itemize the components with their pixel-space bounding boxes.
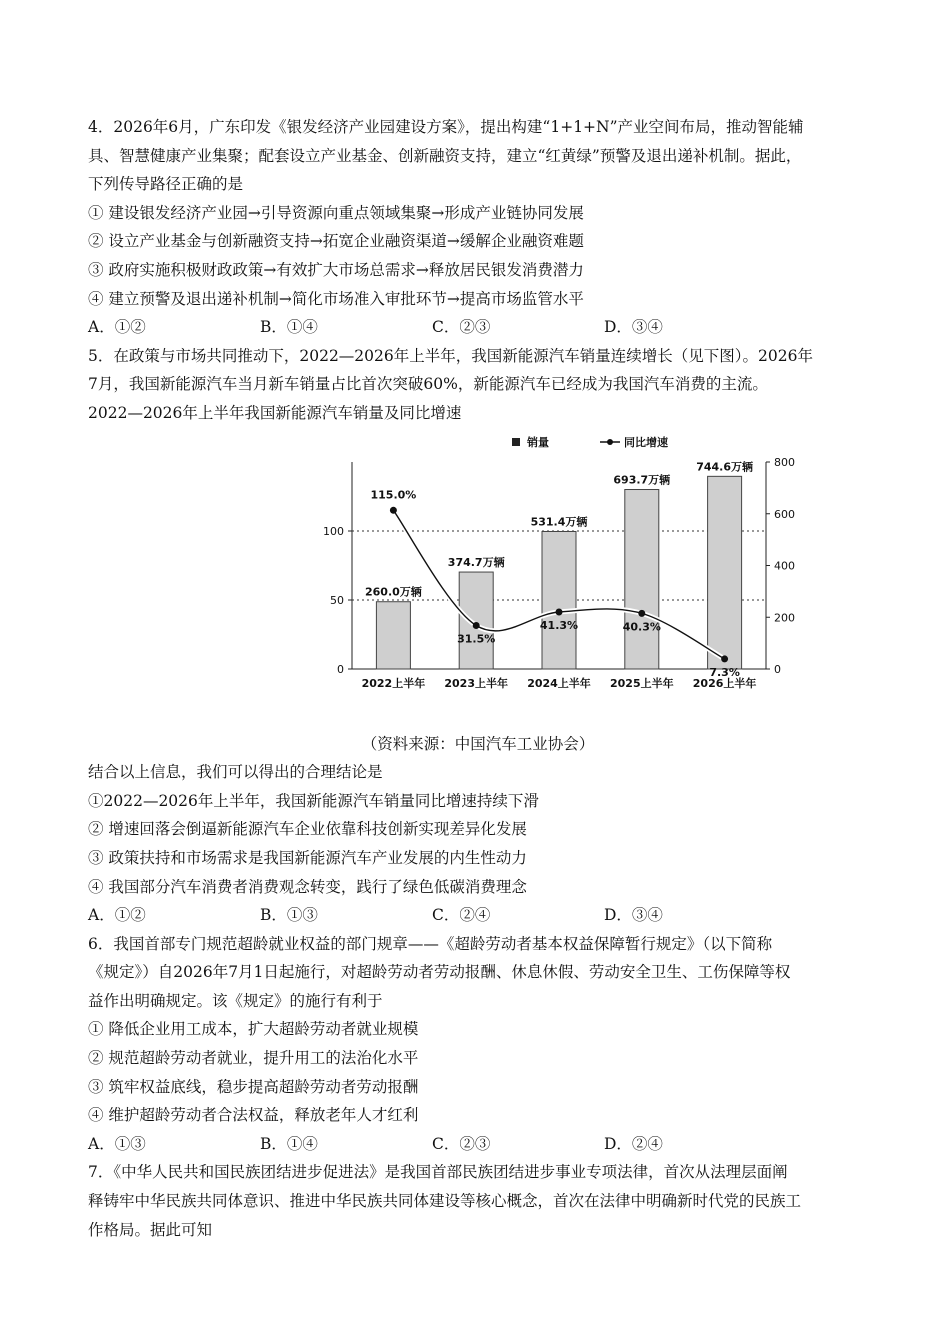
left-tick-label: 0 <box>337 662 344 676</box>
q5-item: ② 增速回落会倒逼新能源汽车企业依靠科技创新实现差异化发展 <box>88 820 527 839</box>
q4-stem-line: 具、智慧健康产业集聚；配套设立产业基金、创新融资支持，建立“红黄绿”预警及退出递补机制。据此， <box>88 146 802 165</box>
chart-source: （资料来源：中国汽车工业协会） <box>361 734 595 753</box>
document <box>88 113 868 1244</box>
chart-legend <box>512 435 668 449</box>
q6-stem-line: 益作出明确规定。该《规定》的施行有利于 <box>88 991 383 1010</box>
legend-bar-swatch <box>512 438 520 446</box>
q6-option-a: A．①③ <box>88 1134 146 1153</box>
right-tick-label: 200 <box>774 610 795 624</box>
growth-point <box>556 608 563 615</box>
question-4 <box>88 113 868 342</box>
q5-lead: 结合以上信息，我们可以得出的合理结论是 <box>88 763 383 782</box>
left-tick-label: 100 <box>323 524 344 538</box>
left-tick-label: 50 <box>330 593 344 607</box>
q6-item: ② 规范超龄劳动者就业，提升用工的法治化水平 <box>88 1049 419 1068</box>
q6-item: ① 降低企业用工成本，扩大超龄劳动者就业规模 <box>88 1020 419 1039</box>
q6-stem-line: 《规定》）自2026年7月1日起施行，对超龄劳动者劳动报酬、休息休假、劳动安全卫生、工伤保障等权 <box>88 963 791 982</box>
q4-stem-line: 4．2026年6月，广东印发《银发经济产业园建设方案》，提出构建“1+1+N”产业空间布局，推动智能辅 <box>88 118 804 136</box>
right-tick-label: 600 <box>774 507 795 521</box>
q5-option-b: B．①③ <box>260 906 318 925</box>
q5-option-d: D．③④ <box>604 906 663 925</box>
chart-caption: 2022—2026年上半年我国新能源汽车销量及同比增速 <box>88 403 462 422</box>
q4-item: ③ 政府实施积极财政政策→有效扩大市场总需求→释放居民银发消费潜力 <box>88 260 584 279</box>
q5-item: ④ 我国部分汽车消费者消费观念转变，践行了绿色低碳消费理念 <box>88 877 527 896</box>
sales-value-label: 693.7万辆 <box>613 473 671 487</box>
q7-stem-line: 释铸牢中华民族共同体意识、推进中华民族共同体建设等核心概念，首次在法律中明确新时代党的民族工 <box>88 1192 802 1211</box>
q4-option-d: D．③④ <box>604 318 663 337</box>
q5-stem-line: 5．在政策与市场共同推动下，2022—2026年上半年，我国新能源汽车销量连续增长（见下图）。2026年 <box>88 346 813 365</box>
sales-value-label: 744.6万辆 <box>696 459 753 473</box>
q4-option-c: C．②③ <box>432 318 491 337</box>
sales-value-label: 374.7万辆 <box>447 555 505 569</box>
q7-stem-line: 7．《中华人民共和国民族团结进步促进法》是我国首部民族团结进步事业专项法律，首次从法理层面阐 <box>88 1163 788 1182</box>
sales-bar <box>376 601 410 668</box>
growth-value-label: 41.3% <box>539 618 579 632</box>
chart-container <box>88 432 868 730</box>
growth-value-label: 31.5% <box>457 632 496 646</box>
sales-value-label: 260.0万辆 <box>365 585 422 599</box>
legend-line-marker <box>607 439 613 445</box>
sales-bar <box>622 489 661 668</box>
sales-bar <box>539 531 579 668</box>
category-label: 2023上半年 <box>444 676 509 690</box>
sales-bar <box>708 476 742 669</box>
category-label: 2026上半年 <box>692 676 757 690</box>
q5-option-a: A．①② <box>88 906 146 925</box>
question-7 <box>88 1158 868 1244</box>
q6-option-c: C．②③ <box>432 1134 491 1153</box>
category-label: 2022上半年 <box>361 676 426 690</box>
q6-item: ③ 筑牢权益底线，稳步提高超龄劳动者劳动报酬 <box>88 1077 419 1096</box>
q6-option-b: B．①④ <box>260 1134 318 1153</box>
legend-line-label: 同比增速 <box>624 435 668 449</box>
q5-item: ①2022—2026年上半年，我国新能源汽车销量同比增速持续下滑 <box>88 791 539 810</box>
sales-chart <box>226 432 795 722</box>
growth-value-label: 40.3% <box>622 619 661 633</box>
growth-value-label: 7.3% <box>709 665 740 679</box>
q5-stem-line: 7月，我国新能源汽车当月新车销量占比首次突破60%，新能源汽车已经成为我国汽车消费的主流。 <box>88 375 768 394</box>
q4-item: ① 建设银发经济产业园→引导资源向重点领域集聚→形成产业链协同发展 <box>88 203 584 222</box>
q5-item: ③ 政策扶持和市场需求是我国新能源汽车产业发展的内生性动力 <box>88 848 527 867</box>
q4-options <box>88 313 868 342</box>
q4-stem-line: 下列传导路径正确的是 <box>88 175 244 194</box>
right-tick-label: 0 <box>774 662 781 676</box>
q4-option-b: B．①④ <box>260 318 318 337</box>
q4-item: ④ 建立预警及退出递补机制→简化市场准入审批环节→提高市场监管水平 <box>88 289 584 308</box>
q4-item: ② 设立产业基金与创新融资支持→拓宽企业融资渠道→缓解企业融资难题 <box>88 232 584 251</box>
question-6 <box>88 930 868 1159</box>
q4-option-a: A．①② <box>88 318 146 337</box>
q6-option-d: D．②④ <box>604 1134 663 1153</box>
sales-bar <box>457 572 496 669</box>
right-tick-label: 800 <box>774 455 795 469</box>
q6-stem-line: 6．我国首部专门规范超龄就业权益的部门规章——《超龄劳动者基本权益保障暂行规定》（以下简称 <box>88 934 773 953</box>
legend-bar-label: 销量 <box>527 435 549 449</box>
growth-point <box>390 506 397 513</box>
growth-point <box>721 655 728 662</box>
q5-options <box>88 901 868 930</box>
growth-point <box>638 609 645 616</box>
category-label: 2025上半年 <box>609 676 674 690</box>
sales-value-label: 531.4万辆 <box>530 515 588 529</box>
right-tick-label: 400 <box>774 559 795 573</box>
q7-stem-line: 作格局。据此可知 <box>88 1220 213 1239</box>
q5-option-c: C．②④ <box>432 906 491 925</box>
q6-options <box>88 1130 868 1159</box>
growth-point <box>473 622 480 629</box>
q6-item: ④ 维护超龄劳动者合法权益，释放老年人才红利 <box>88 1106 419 1125</box>
growth-value-label: 115.0% <box>370 487 417 501</box>
question-5 <box>88 342 868 930</box>
category-label: 2024上半年 <box>527 676 591 690</box>
